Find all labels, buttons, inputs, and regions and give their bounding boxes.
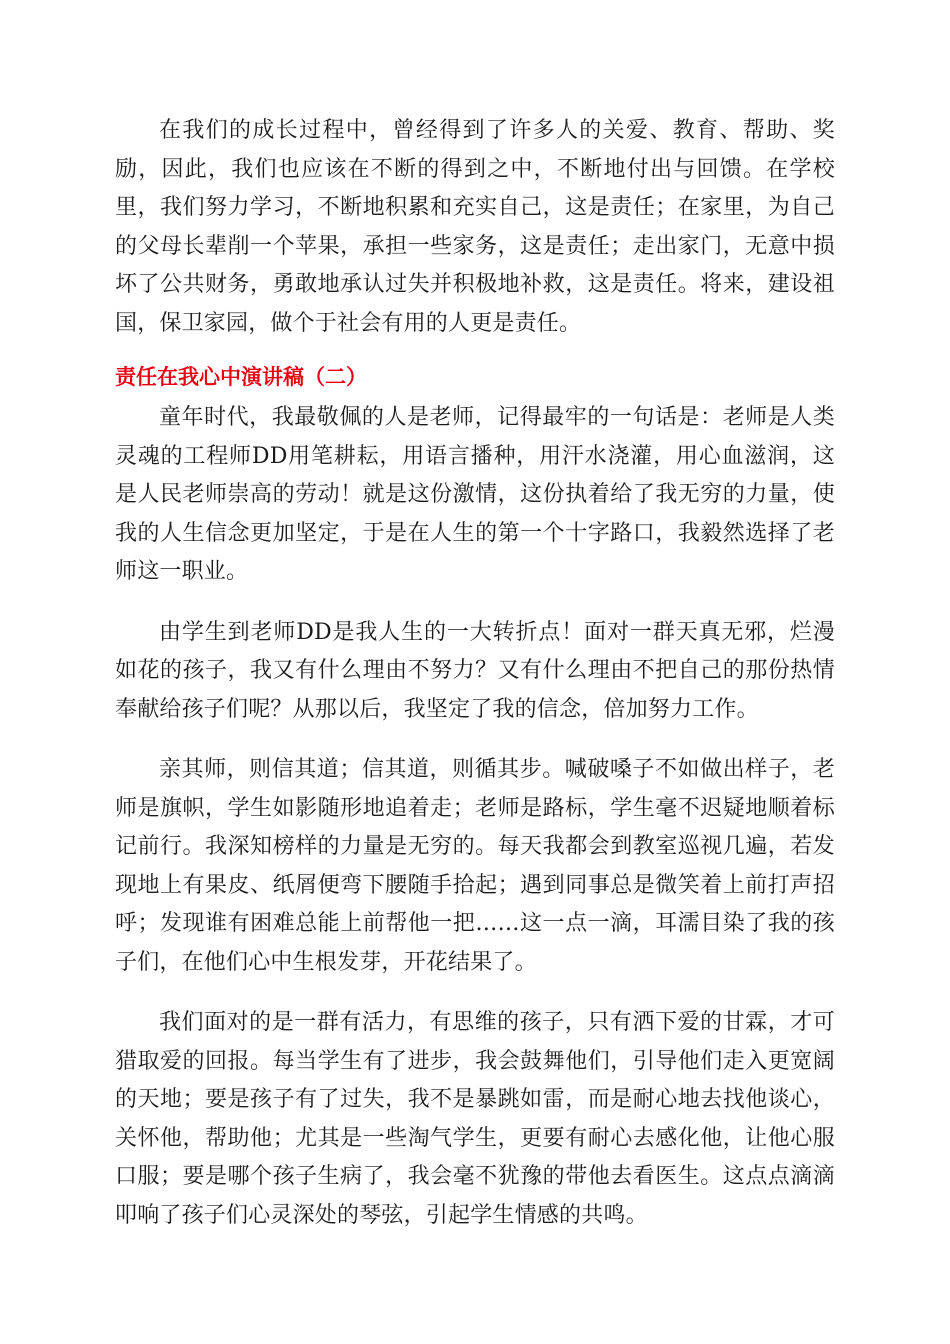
document-page	[115, 112, 835, 1235]
section-heading: 责任在我心中演讲稿（二）	[115, 365, 367, 389]
intro-paragraph: 在我们的成长过程中，曾经得到了许多人的关爱、教育、帮助、奖励，因此，我们也应该在不断的得到之中，不断地付出与回馈。在学校里，我们努力学习，不断地积累和充实自己，这是责任；在家里，为自己的父母长辈削一个苹果，承担一些家务，这是责任；走出家门，无意中损坏了公共财务，勇敢地承认过失并积极地补救，这是责任。将来，建设祖国，保卫家园，做个于社会有用的人更是责任。	[115, 118, 835, 336]
paragraph-2: 由学生到老师DD是我人生的一大转折点！面对一群天真无邪，烂漫如花的孩子，我又有什么理由不努力？又有什么理由不把自己的那份热情奉献给孩子们呢？从那以后，我坚定了我的信念，倍加努力工作。	[115, 619, 835, 722]
paragraph-1: 童年时代，我最敬佩的人是老师，记得最牢的一句话是：老师是人类灵魂的工程师DD用笔耕耘，用语言播种，用汗水浇灌，用心血滋润，这是人民老师崇高的劳动！就是这份激情，这份执着给了我无穷的力量，使我的人生信念更加坚定，于是在人生的第一个十字路口，我毅然选择了老师这一职业。	[115, 405, 835, 584]
paragraph-3: 亲其师，则信其道；信其道，则循其步。喊破嗓子不如做出样子，老师是旗帜，学生如影随形地追着走；老师是路标，学生毫不迟疑地顺着标记前行。我深知榜样的力量是无穷的。每天我都会到教室巡视几遍，若发现地上有果皮、纸屑便弯下腰随手拾起；遇到同事总是微笑着上前打声招呼；发现谁有困难总能上前帮他一把……这一点一滴，耳濡目染了我的孩子们，在他们心中生根发芽，开花结果了。	[115, 757, 835, 975]
paragraph-4: 我们面对的是一群有活力，有思维的孩子，只有洒下爱的甘霖，才可猎取爱的回报。每当学生有了进步，我会鼓舞他们，引导他们走入更宽阔的天地；要是孩子有了过失，我不是暴跳如雷，而是耐心地去找他谈心，关怀他，帮助他；尤其是一些淘气学生，更要有耐心去感化他，让他心服口服；要是哪个孩子生病了，我会毫不犹豫的带他去看医生。这点点滴滴叩响了孩子们心灵深处的琴弦，引起学生情感的共鸣。	[115, 1010, 835, 1228]
